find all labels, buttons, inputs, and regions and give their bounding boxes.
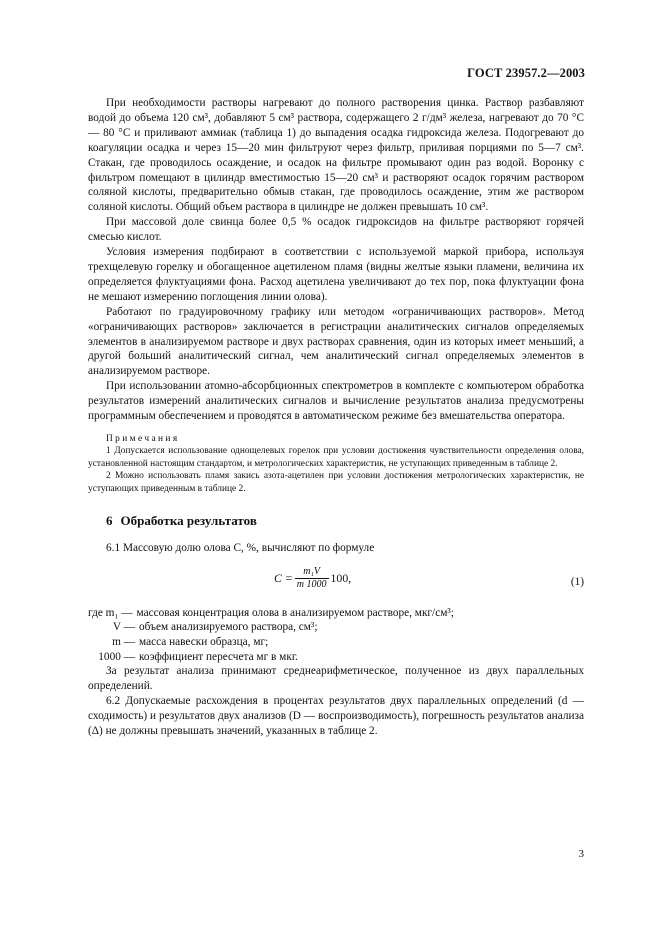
notes-heading: Примечания — [106, 433, 180, 444]
definition-row — [88, 650, 584, 665]
formula-fraction — [295, 566, 329, 591]
definition-row — [88, 620, 584, 635]
definition-row — [88, 606, 584, 621]
notes-block — [88, 433, 584, 495]
paragraph: При необходимости растворы нагревают до полного растворения цинка. Раствор разбавляют водой до объема 120 см³, добавляют 5 см³ раствора, содержащего 2 г/дм³ железа, нагревают до 70 °С — 80 °С и приливают аммиак (таблица 1) до выпадения осадка гидроксида железа. Подогревают до коагуляции осадка и через 15—20 мин фильтруют через фильтр, приливая порциями по 5—7 см³. Стакан, где проводилось осаждение, и осадок на фильтре промывают один раз водой. Воронку с фильтром помещают в цилиндр вместимостью 15—20 см³ и растворяют осадок горячим раствором соляной кислоты, предварительно обмыв стакан, где проводилось осаждение, этим же раствором соляной кислоты. Общий объем раствора в цилиндре не должен превышать 10 см³. — [88, 97, 584, 214]
definition-text: объем анализируемого раствора, см³; — [139, 621, 318, 634]
note-item: 2 Можно использовать пламя закись азота-ацетилен при условии достижения метрологических характеристик, не уступающих приведенным в таблице 2. — [88, 471, 584, 494]
paragraph: Условия измерения подбирают в соответствии с используемой маркой прибора, используя трехщелевую горелку и обогащенное ацетиленом пламя (видны желтые языки пламени, величина их определяется флуктуациями фона. Расход ацетилена увеличивают до тех пор, пока флуктуации фона не мешают измерению поглощения линии олова). — [88, 246, 584, 303]
result-paragraph: За результат анализа принимают среднеарифметическое, полученное из двух параллельных определений. — [88, 665, 584, 693]
note-item: 1 Допускается использование однощелевых горелок при условии достижения чувствительности определения олова, установленной настоящим стандартом, и метрологических характеристик, не уступающих приведенным в таблице 2. — [88, 446, 584, 469]
definition-symbol: V — — [112, 621, 135, 634]
definition-text: масса навески образца, мг; — [139, 636, 269, 649]
section-title: Обработка результатов — [120, 512, 257, 528]
definition-symbol: где m₁ — — [88, 606, 133, 619]
definition-symbol: m — — [112, 636, 135, 649]
definition-symbol: 1000 — — [98, 650, 135, 663]
formula-denominator: m 1000 — [296, 578, 327, 590]
paragraph: Работают по градуировочному графику или методом «ограничивающих растворов». Метод «ограничивающих растворов» заключается в регистрации аналитических сигналов определяемых элементов в анализируемом растворе и двух растворах сравнения, один из которых имеет меньший, а другой больший аналитический сигнал, чем аналитический сигнал определяемых элементов в анализируемом растворе. — [88, 305, 584, 378]
formula-lhs: C = — [274, 570, 293, 585]
formula — [274, 566, 351, 591]
clause-6-1: 6.1 Массовую долю олова С, %, вычисляют по формуле — [106, 541, 375, 554]
formula-definitions — [88, 606, 584, 664]
paragraph: При использовании атомно-абсорбционных спектрометров в комплекте с компьютером обработка результатов измерений аналитических сигналов и вычисление результатов анализа предусмотрены программным обеспечением и проводятся в автоматическом режиме без вмешательства оператора. — [88, 380, 584, 423]
definition-text: массовая концентрация олова в анализируемом растворе, мкг/см³; — [136, 606, 454, 619]
definition-text: коэффициент пересчета мг в мкг. — [139, 650, 298, 663]
clause-6-2: 6.2 Допускаемые расхождения в процентах результатов двух параллельных определений (d — сходимость) и результатов двух анализов (D — воспроизводимость), погрешность результатов анализа (Δ) не должны превышать значений, указанных в таблице 2. — [88, 695, 584, 737]
paragraph: При массовой доле свинца более 0,5 % осадок гидроксидов на фильтре растворяют горячей смесью кислот. — [88, 216, 584, 244]
formula-numerator: m₁V — [303, 565, 321, 577]
formula-factor: 100, — [330, 570, 352, 585]
page-number: 3 — [578, 848, 584, 860]
section-heading — [88, 513, 584, 529]
formula-row — [88, 566, 584, 598]
document-header: ГОСТ 23957.2—2003 — [467, 66, 585, 80]
formula-number: (1) — [570, 575, 584, 588]
document-body — [88, 96, 584, 739]
definition-row — [88, 635, 584, 650]
section-number: 6 — [106, 512, 113, 528]
